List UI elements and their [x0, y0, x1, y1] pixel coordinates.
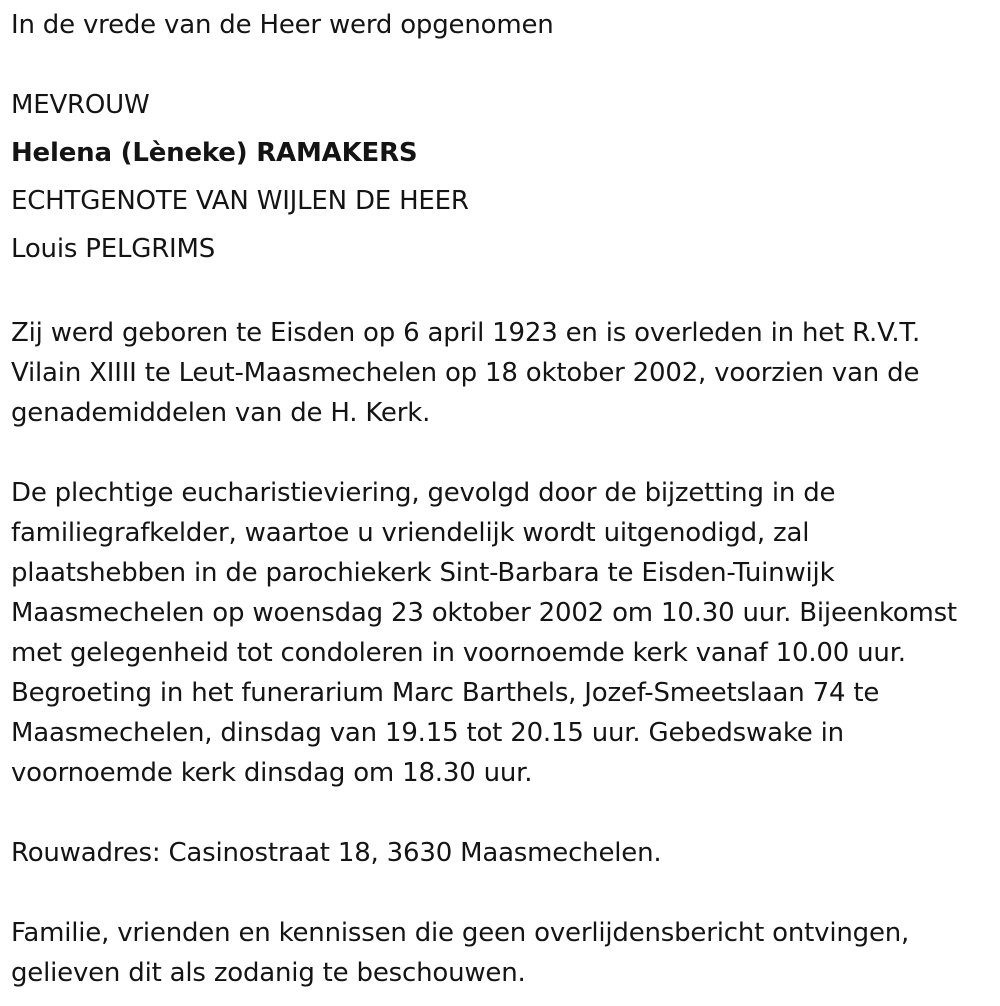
ceremony-paragraph: [11, 473, 996, 793]
paragraph-line: met gelegenheid tot condoleren in voornoemde kerk vanaf 10.00 uur.: [11, 638, 906, 668]
paragraph-line: Familie, vrienden en kennissen die geen overlijdensbericht ontvingen,: [11, 918, 910, 948]
deceased-name: Helena (Lèneke) RAMAKERS: [11, 138, 418, 168]
mourning-address: Rouwadres: Casinostraat 18, 3630 Maasmechelen.: [11, 838, 662, 868]
birth-death-paragraph: [11, 313, 996, 433]
paragraph-line: genademiddelen van de H. Kerk.: [11, 398, 431, 428]
paragraph-line: Begroeting in het funerarium Marc Barthels, Jozef-Smeetslaan 74 te: [11, 678, 880, 708]
spacer: [11, 793, 996, 833]
spacer: [11, 433, 996, 473]
paragraph-line: familiegrafkelder, waartoe u vriendelijk wordt uitgenodigd, zal: [11, 518, 810, 548]
obituary-notice: [11, 0, 996, 993]
spacer: [11, 45, 996, 85]
paragraph-line: Vilain XIIII te Leut-Maasmechelen op 18 oktober 2002, voorzien van de: [11, 358, 920, 388]
paragraph-line: Maasmechelen op woensdag 23 oktober 2002 om 10.30 uur. Bijeenkomst: [11, 598, 957, 628]
paragraph-line: De plechtige eucharistieviering, gevolgd door de bijzetting in de: [11, 478, 836, 508]
spacer: [11, 273, 996, 313]
spouse-name: Louis PELGRIMS: [11, 234, 216, 264]
paragraph-line: plaatshebben in de parochiekerk Sint-Barbara te Eisden-Tuinwijk: [11, 558, 835, 588]
paragraph-line: Maasmechelen, dinsdag van 19.15 tot 20.15 uur. Gebedswake in: [11, 718, 844, 748]
deceased-name-block: [11, 81, 996, 273]
honorific-title: MEVROUW: [11, 90, 150, 120]
closing-paragraph: [11, 913, 996, 993]
paragraph-line: Zij werd geboren te Eisden op 6 april 1923 en is overleden in het R.V.T.: [11, 318, 921, 348]
intro-line: In de vrede van de Heer werd opgenomen: [11, 10, 554, 40]
paragraph-line: gelieven dit als zodanig te beschouwen.: [11, 958, 526, 988]
spacer: [11, 873, 996, 913]
relation-line: ECHTGENOTE VAN WIJLEN DE HEER: [11, 186, 469, 216]
paragraph-line: voornoemde kerk dinsdag om 18.30 uur.: [11, 758, 533, 788]
